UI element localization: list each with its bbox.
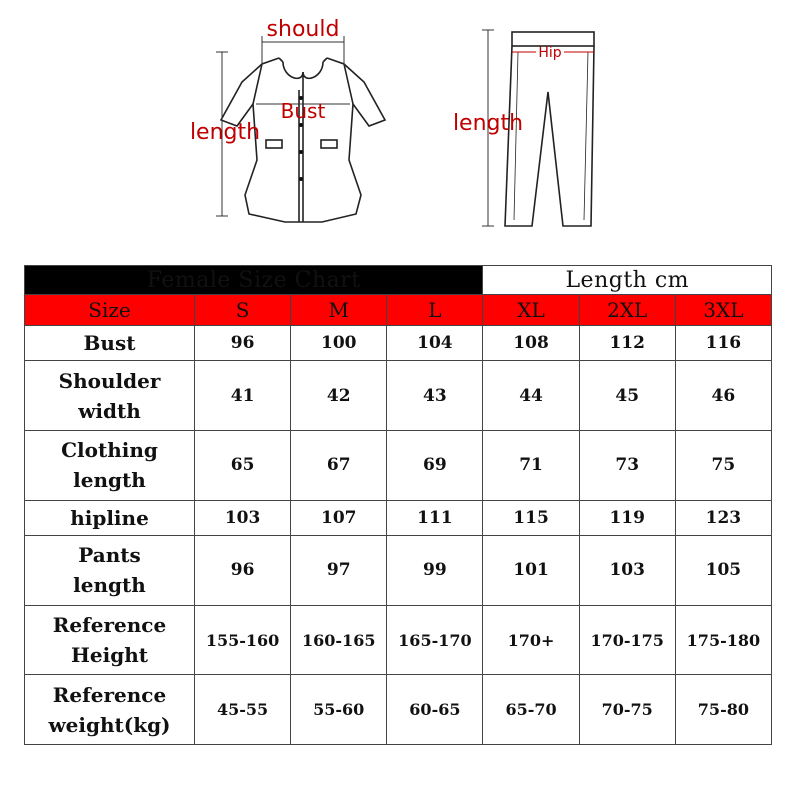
- title-row: [25, 266, 772, 295]
- unit-title: Length cm: [483, 266, 772, 295]
- header-s: S: [195, 295, 291, 326]
- row-label: [25, 326, 195, 361]
- table-cell: 97: [291, 536, 387, 606]
- row-label: [25, 500, 195, 535]
- chart-title: Female Size Chart: [25, 266, 483, 295]
- row-label-line: Bust: [83, 331, 136, 356]
- row-label-line: Height: [71, 643, 148, 668]
- table-row: [25, 326, 772, 361]
- table-row: [25, 361, 772, 431]
- header-m: M: [291, 295, 387, 326]
- table-cell: 160-165: [291, 605, 387, 675]
- row-label-line: hipline: [70, 505, 149, 530]
- row-label: [25, 536, 195, 606]
- row-label: [25, 675, 195, 745]
- header-3xl: 3XL: [675, 295, 771, 326]
- size-chart-table: [24, 265, 772, 745]
- row-label-line: length: [73, 573, 146, 598]
- row-label: [25, 361, 195, 431]
- table-cell: 75-80: [675, 675, 771, 745]
- table-cell: 55-60: [291, 675, 387, 745]
- table-row: [25, 431, 772, 501]
- table-cell: 65: [195, 431, 291, 501]
- table-cell: 96: [195, 536, 291, 606]
- table-cell: 111: [387, 500, 483, 535]
- table-cell: 96: [195, 326, 291, 361]
- table-row: [25, 536, 772, 606]
- table-cell: 67: [291, 431, 387, 501]
- table-cell: 165-170: [387, 605, 483, 675]
- table-cell: 46: [675, 361, 771, 431]
- row-label-line: Clothing: [61, 438, 158, 463]
- table-cell: 42: [291, 361, 387, 431]
- table-row: [25, 675, 772, 745]
- table-cell: 104: [387, 326, 483, 361]
- row-label-line: Shoulder: [58, 368, 161, 393]
- table-cell: 112: [579, 326, 675, 361]
- table-cell: 45: [579, 361, 675, 431]
- table-cell: 103: [195, 500, 291, 535]
- table-cell: 100: [291, 326, 387, 361]
- table-cell: 119: [579, 500, 675, 535]
- row-label-line: weight(kg): [48, 712, 171, 737]
- table-cell: 101: [483, 536, 579, 606]
- bust-label: Bust: [280, 99, 326, 123]
- row-label: [25, 431, 195, 501]
- table-cell: 45-55: [195, 675, 291, 745]
- table-cell: 107: [291, 500, 387, 535]
- hip-label: Hip: [538, 45, 562, 61]
- table-cell: 65-70: [483, 675, 579, 745]
- row-label-line: length: [73, 468, 146, 493]
- pants-length-label: length: [452, 111, 524, 136]
- table-cell: 41: [195, 361, 291, 431]
- table-cell: 73: [579, 431, 675, 501]
- header-size: Size: [25, 295, 195, 326]
- table-row: [25, 605, 772, 675]
- header-xl: XL: [483, 295, 579, 326]
- table-cell: 115: [483, 500, 579, 535]
- table-cell: 75: [675, 431, 771, 501]
- row-label-line: Reference: [52, 613, 167, 638]
- row-label-line: Pants: [78, 543, 141, 568]
- row-label-line: width: [78, 398, 141, 423]
- table-cell: 108: [483, 326, 579, 361]
- row-label-line: Reference: [52, 682, 167, 707]
- table-cell: 105: [675, 536, 771, 606]
- table-row: [25, 500, 772, 535]
- shoulder-label: should: [266, 17, 340, 42]
- table-cell: 175-180: [675, 605, 771, 675]
- table-cell: 170-175: [579, 605, 675, 675]
- table-cell: 170+: [483, 605, 579, 675]
- table-cell: 103: [579, 536, 675, 606]
- header-2xl: 2XL: [579, 295, 675, 326]
- header-l: L: [387, 295, 483, 326]
- table-cell: 44: [483, 361, 579, 431]
- table-cell: 70-75: [579, 675, 675, 745]
- table-cell: 69: [387, 431, 483, 501]
- table-cell: 60-65: [387, 675, 483, 745]
- table-cell: 43: [387, 361, 483, 431]
- table-cell: 116: [675, 326, 771, 361]
- table-cell: 155-160: [195, 605, 291, 675]
- shirt-length-label: length: [189, 120, 261, 145]
- table-cell: 123: [675, 500, 771, 535]
- measurement-diagram: [0, 0, 800, 250]
- table-cell: 71: [483, 431, 579, 501]
- row-label: [25, 605, 195, 675]
- table-cell: 99: [387, 536, 483, 606]
- header-row: [25, 295, 772, 326]
